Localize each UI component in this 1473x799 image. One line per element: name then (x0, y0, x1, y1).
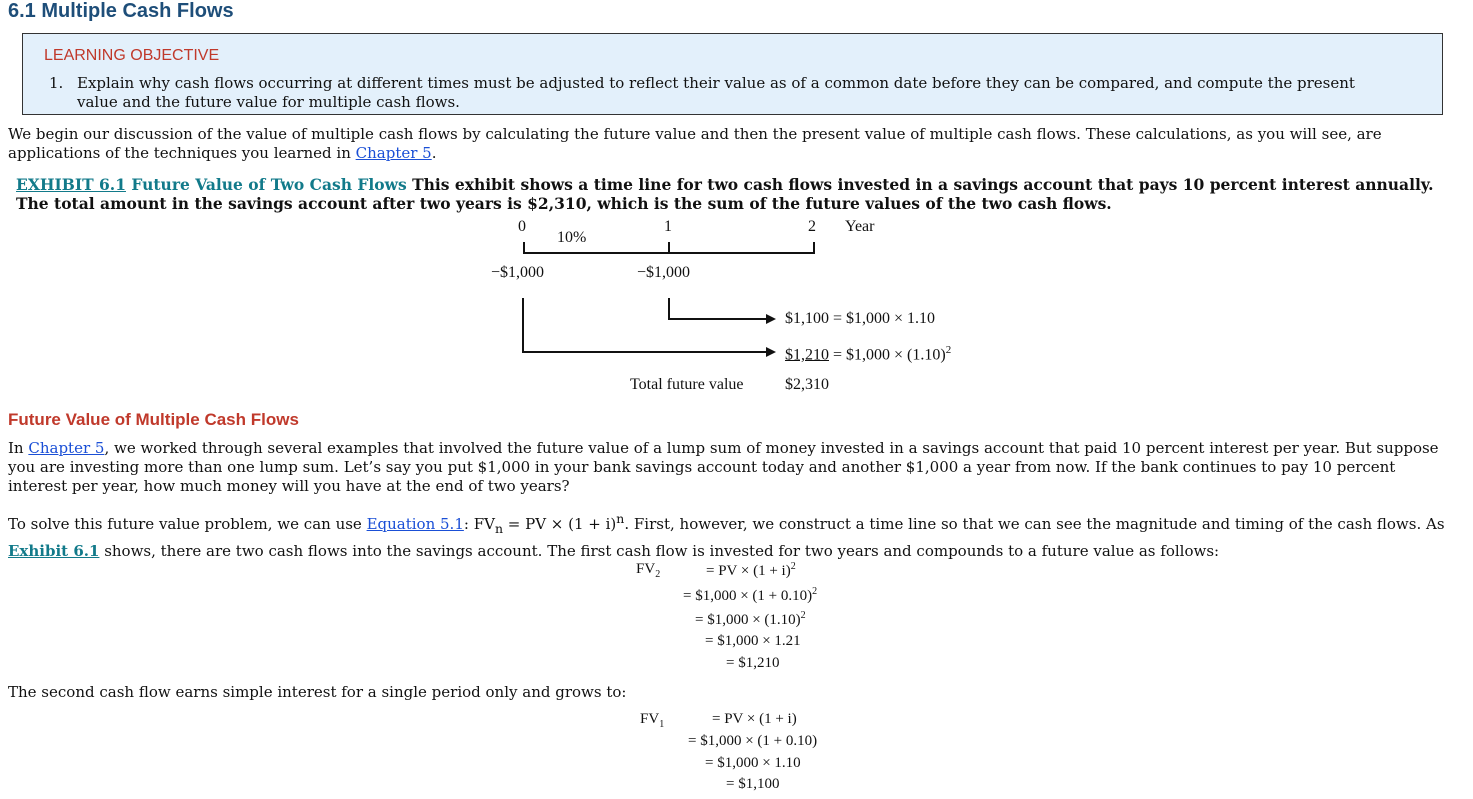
fv2-line-4: = $1,000 × 1.21 (705, 633, 801, 649)
fv-paragraph-3: The second cash flow earns simple interest for a single period only and grows to: (8, 683, 627, 701)
chapter-5-link-2[interactable]: Chapter 5 (28, 439, 105, 457)
fv2-line-3: = $1,000 × $(1.10)^2$ (695, 610, 806, 628)
total-future-value: $2,310 (785, 376, 829, 393)
chapter-5-link[interactable]: Chapter 5 (355, 144, 432, 162)
cash-flow-0: −$1,000 (491, 264, 545, 281)
cf0-connector-vertical (522, 298, 524, 353)
p2-text-c: = PV × (1 + i) (503, 515, 617, 533)
p2-text-a: To solve this future value problem, we can use (8, 515, 367, 533)
intro-text-a: We begin our discussion of the value of multiple cash flows by calculating the future value and then the present value of multiple cash flows. These calculations, as you will see, are applications of the techniques you learned in (8, 125, 1382, 162)
objective-number: 1. (49, 74, 64, 92)
fv2-line-2: = $1,000 × $(1 + 0.10)^2$ (683, 586, 818, 604)
unit-label: Year (845, 218, 875, 235)
exhibit-caption-text: This exhibit shows a time line for two cash flows invested in a savings account that pays 10 percent interest annually. The total amount in the savings account after two years is $2,310, which is the sum of the future values of the two cash flows. (16, 175, 1434, 213)
learning-objective-box (22, 33, 1443, 115)
fv1-line-3: = $1,000 × 1.10 (705, 755, 801, 771)
tick-label-2: 2 (808, 218, 816, 235)
cf1-connector-vertical (668, 298, 670, 319)
p1-text-b: , we worked through several examples that involved the future value of a lump sum of money invested in a savings account that paid 10 percent interest per year. But suppose you are investing more than one lump sum. Let’s say you put $1,000 in your bank savings account today and another $1,000 a year from now. If the bank continues to pay 10 percent interest per year, how much money will you have at the end of two years? (8, 439, 1439, 495)
p2-text-b: : FV (463, 515, 495, 533)
section-title: 6.1 Multiple Cash Flows (8, 0, 234, 22)
tick-label-0: 0 (518, 218, 526, 235)
learning-objective-item (49, 74, 1392, 112)
exhibit-label-link[interactable]: EXHIBIT 6.1 (16, 175, 126, 194)
fv1-value: $1,100 (785, 310, 829, 327)
fv2-exponent: 2 (945, 344, 952, 356)
p2-superscript: n (616, 511, 625, 526)
objective-text: Explain why cash flows occurring at different times must be adjusted to reflect their value as of a common date before they can be compared, and compute the present value and the future value for multiple cash flows. (77, 74, 1355, 111)
fv2-line-1: = PV × $(1 + i)^2$ (706, 561, 796, 579)
learning-objective-title: LEARNING OBJECTIVE (44, 47, 220, 64)
cf1-connector-horizontal (668, 318, 767, 320)
fv1-result (785, 310, 935, 328)
fv1-formula: = $1,000 × 1.10 (829, 310, 936, 327)
cash-flow-1: −$1,000 (637, 264, 691, 281)
fv1-subscript: 1 (659, 719, 665, 730)
fv2-subscript: 2 (655, 569, 661, 580)
fv2-label: $FV_2$ (636, 561, 661, 580)
fv1-line-1: = PV × (1 + i) (712, 711, 797, 727)
intro-paragraph (8, 125, 1453, 163)
p1-text-a: In (8, 439, 29, 457)
fv2-line-5: = $1,210 (726, 655, 780, 671)
fv-paragraph-1 (8, 439, 1453, 496)
exhibit-title: Future Value of Two Cash Flows (131, 175, 407, 194)
cf1-arrow-icon (766, 314, 776, 324)
equation-5-1-link[interactable]: Equation 5.1 (366, 515, 464, 533)
cf0-connector-horizontal (522, 351, 767, 353)
p2-text-d: . First, however, we construct a time line so that we can see the magnitude and timing of the cash flows. As (624, 515, 1445, 533)
fv2-formula: = $1,000 × (1.10) (829, 346, 946, 364)
p2-text-e: shows, there are two cash flows into the savings account. The first cash flow is invested for two years and compounds to a future value as follows: (99, 542, 1220, 560)
p2-subscript: n (494, 521, 503, 536)
fv1-line-2: = $1,000 × (1 + 0.10) (688, 733, 818, 749)
tick-1 (668, 242, 670, 253)
cf0-arrow-icon (766, 347, 776, 357)
total-future-value-label: Total future value (630, 376, 744, 393)
tick-0 (523, 242, 525, 253)
tick-label-1: 1 (664, 218, 672, 235)
fv-paragraph-2 (8, 507, 1453, 563)
fv1-label: $FV_1$ (640, 711, 665, 730)
intro-text-b: . (431, 144, 437, 162)
fv2-result (785, 344, 951, 364)
exhibit-caption (16, 175, 1456, 213)
exhibit-6-1-link[interactable]: Exhibit 6.1 (8, 542, 100, 560)
tick-2 (813, 242, 815, 253)
fv1-line-4: = $1,100 (726, 776, 780, 792)
fv-multiple-heading: Future Value of Multiple Cash Flows (8, 410, 299, 429)
rate-label: 10% (557, 229, 587, 246)
fv2-value: $1,210 (785, 346, 829, 364)
